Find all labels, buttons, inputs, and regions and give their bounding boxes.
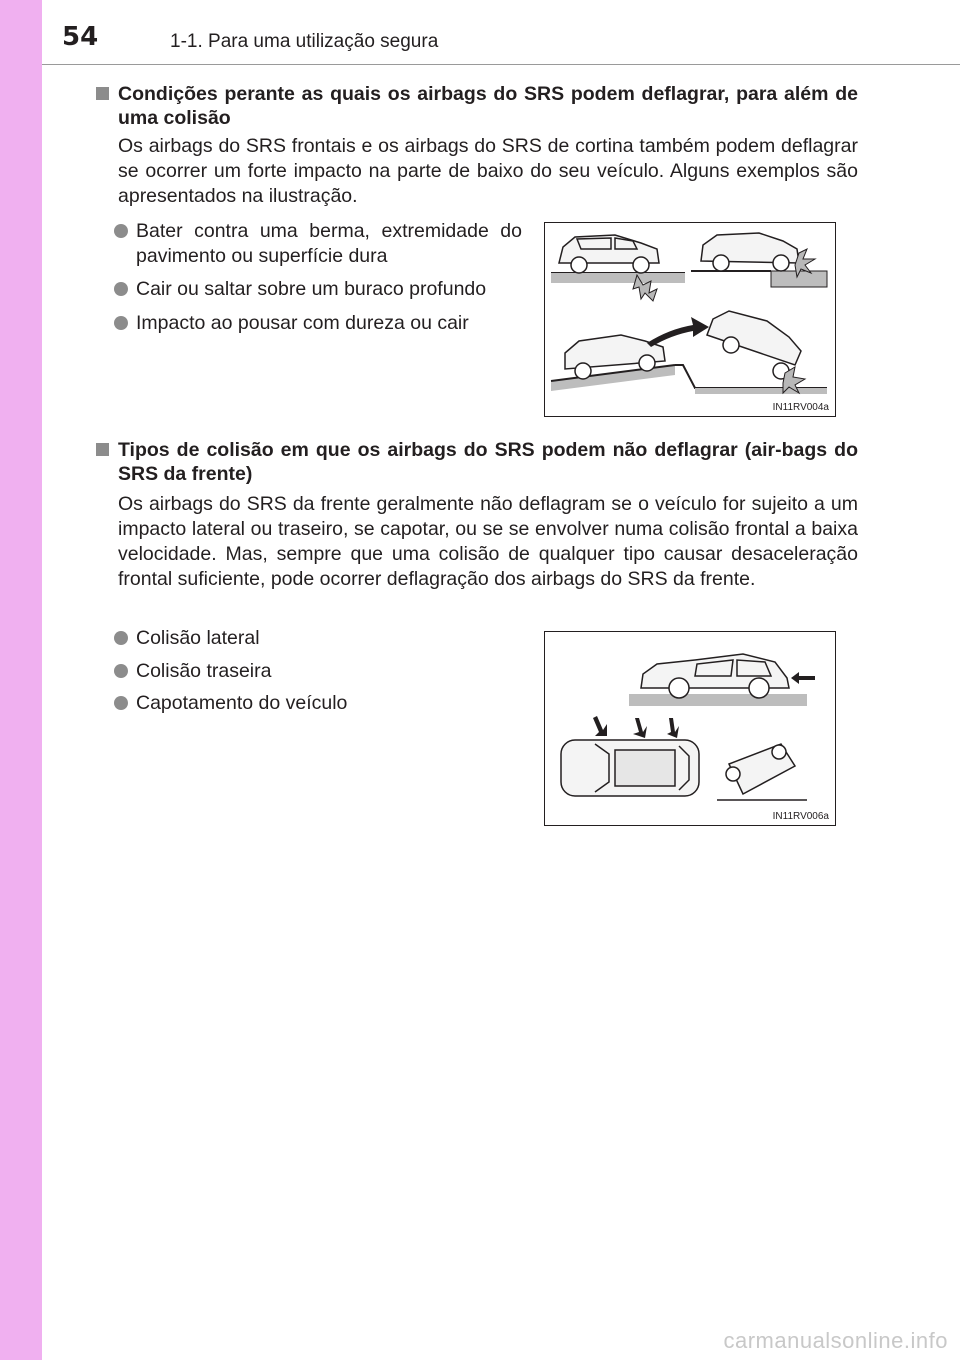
circle-bullet-icon [114, 631, 128, 645]
undercarriage-impact-illustration [545, 223, 835, 416]
page-number: 54 [62, 22, 99, 52]
list-item: Impacto ao pousar com dureza ou cair [114, 311, 526, 336]
watermark: carmanualsonline.info [723, 1328, 948, 1353]
circle-bullet-icon [114, 664, 128, 678]
list-item: Capotamento do veículo [114, 691, 474, 716]
header-divider [42, 64, 960, 65]
figure-code: IN11RV006a [772, 811, 829, 822]
circle-bullet-icon [114, 282, 128, 296]
running-header: 1-1. Para uma utilização segura [170, 31, 439, 52]
circle-bullet-icon [114, 224, 128, 238]
list-item: Colisão traseira [114, 659, 474, 684]
section-heading-airbag-conditions: Condições perante as quais os airbags do SRS podem deflagrar, para além de uma colisão [96, 82, 858, 130]
figure-undercarriage-impacts [544, 222, 836, 417]
square-bullet-icon [96, 87, 109, 100]
side-color-band [0, 0, 42, 1360]
figure-collision-types [544, 631, 836, 826]
list-item: Colisão lateral [114, 626, 474, 651]
section-paragraph: Os airbags do SRS frontais e os airbags do SRS de cortina também podem deflagrar se ocorrer um forte impacto na parte de baixo do seu veículo. Alguns exemplos são apresentados na ilustração. [118, 135, 858, 207]
circle-bullet-icon [114, 316, 128, 330]
square-bullet-icon [96, 443, 109, 456]
circle-bullet-icon [114, 696, 128, 710]
figure-code: IN11RV004a [772, 402, 829, 413]
collision-types-illustration [545, 632, 835, 825]
list-item: Cair ou saltar sobre um buraco profundo [114, 277, 526, 302]
section-heading-no-deploy: Tipos de colisão em que os airbags do SRS podem não deflagrar (air-bags do SRS da frente) [96, 438, 858, 486]
section-paragraph: Os airbags do SRS da frente geralmente não deflagram se o veículo for sujeito a um impacto lateral ou traseiro, se capotar, ou se se envolver numa colisão frontal a baixa velocidade. Mas, sempre que uma colisão de qualquer tipo causar desaceleração frontal suficiente, pode ocorrer deflagração dos airbags do SRS da frente. [118, 493, 858, 590]
list-item: Bater contra uma berma, extremidade do pavimento ou superfície dura [114, 219, 522, 269]
car-icon [559, 235, 659, 273]
